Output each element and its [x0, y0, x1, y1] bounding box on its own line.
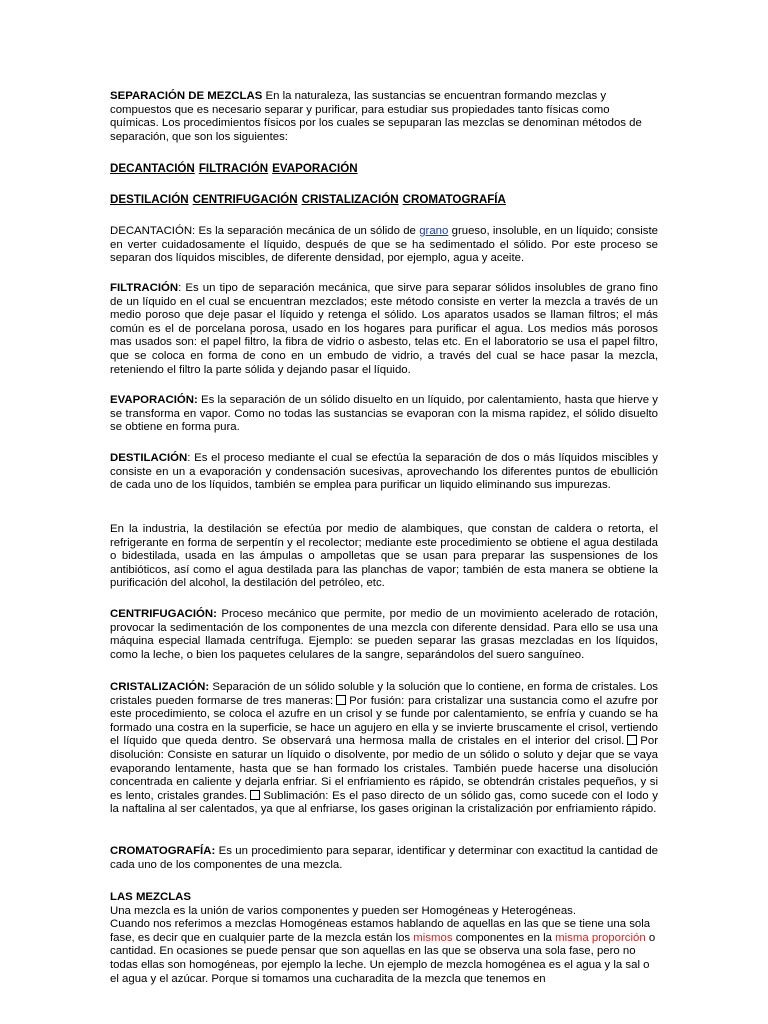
decantacion-paragraph [110, 225, 658, 266]
evaporacion-paragraph [110, 394, 658, 435]
intro-text: En la naturaleza, las sustancias se encuentran formando mezclas y compuestos que es necesario separar y purificar, para estudiar sus propiedades tanto físicas como químicas. Los procedimientos físicos por los cuales se sepuparan las mezclas se denominan métodos de separación, que son los siguientes: [110, 90, 642, 143]
cromatografia-paragraph [110, 845, 658, 872]
centrifugacion-paragraph [110, 608, 658, 662]
intro-title: SEPARACIÓN DE MEZCLAS [110, 90, 263, 102]
square-bullet-icon [250, 790, 260, 800]
evaporacion-text: Es la separación de un sólido disuelto en un líquido, por calentamiento, hasta que hierve y se transforma en vapor. Como no todas las sustancias se evaporan con la misma rapidez, el sólido disuelto se obtiene en forma pura. [110, 394, 658, 434]
toc-link-cristalizacion[interactable]: CRISTALIZACIÓN [301, 193, 399, 206]
toc-row-1 [110, 162, 362, 176]
destilacion-text: : Es el proceso mediante el cual se efectúa la separación de dos o más líquidos miscibles y consiste en un a evaporación y condensación sucesivas, aprovechando los diferentes puntos de ebullición de cada uno de los líquidos, también se emplea para purificar un liquido eliminando sus impurezas. [110, 452, 658, 492]
centrifugacion-title: CENTRIFUGACIÓN: [110, 608, 217, 620]
decantacion-text-2: grueso, insoluble, en un líquido; consiste en verter cuidadosamente el líquido, después de que se ha sedimentado el sólido. Por este proceso se separan dos líquidos miscibles, de diferente densidad, por ejemplo, agua y aceite. [110, 225, 659, 265]
grano-link[interactable]: grano [419, 225, 449, 237]
highlight-misma-proporcion: misma proporción [555, 931, 646, 944]
cristalizacion-text-d: Sublimación: Es el paso directo de un sólido gas, como sucede con el Iodo y la naftalina al ser calentados, ya que al enfriarse, los gases originan la cristalización por enfriamiento rápido. [110, 789, 658, 816]
toc-link-centrifugacion[interactable]: CENTRIFUGACIÓN [192, 193, 298, 206]
cristalizacion-title: CRISTALIZACIÓN: [110, 681, 210, 693]
filtracion-text: : Es un tipo de separación mecánica, que sirve para separar sólidos insolubles de grano fino de un líquido en el cual se encuentran mezclados; este método consiste en verter la mezcla a través de un medio poroso que deje pasar el líquido y retenga el sólido. Los aparatos usados se llaman filtros; el más común es el de porcelana porosa, usado en los hogares para purificar el agua. Los medios más porosos mas usados son: el papel filtro, la fibra de vidrio o asbesto, telas etc. En el laboratorio se usa el papel filtro, que se coloca en forma de cono en un embudo de vidrio, a través del cual se hace pasar la mezcla, reteniendo el filtro la parte sólida y dejando pasar el líquido. [110, 282, 658, 376]
filtracion-title: FILTRACIÓN [110, 282, 179, 294]
toc-row-2 [110, 193, 510, 207]
destilacion-paragraph [110, 452, 658, 493]
cristalizacion-text-a: Separación de un sólido soluble y la solución que lo contiene, en forma de cristales. Los cristales pueden formarse de tres maneras: [110, 681, 658, 707]
cristalizacion-paragraph [110, 681, 658, 817]
destilacion-title: DESTILACIÓN [110, 452, 188, 464]
mezclas-text-b: componentes en la [452, 931, 556, 944]
square-bullet-icon [627, 735, 637, 745]
mezclas-title: LAS MEZCLAS [110, 891, 191, 903]
mezclas-text-a: Cuando nos referimos a mezclas Homogéneas estamos hablando de aquellas en las que se tiene una sola fase, es decir que en cualquier parte de la mezcla están los [110, 918, 651, 944]
evaporacion-title: EVAPORACIÓN: [110, 394, 198, 406]
intro-paragraph [110, 90, 658, 144]
toc-link-decantacion[interactable]: DECANTACIÓN [110, 162, 195, 175]
square-bullet-icon [336, 695, 346, 705]
mezclas-text-c: o cantidad. En ocasiones se puede pensar que son aquellas en las que se observa una sola fase, pero no todas ellas son homogéneas, por ejemplo la leche. Un ejemplo de mezcla homogénea es el agua y la sal o el agua y el azúcar. Porque si tomamos una cucharadita de la mezcla que tenemos en [110, 931, 656, 985]
mezclas-paragraph [110, 918, 658, 986]
toc-link-destilacion[interactable]: DESTILACIÓN [110, 193, 189, 206]
centrifugacion-text: Proceso mecánico que permite, por medio de un movimiento acelerado de rotación, provocar la sedimentación de los componentes de una mezcla con diferente densidad. Para ello se usa una máquina especial llamada centrífuga. Ejemplo: se pueden separar las grasas mezcladas en los líquidos, como la leche, o bien los paquetes celulares de la sangre, separándolos del suero sanguíneo. [110, 608, 658, 661]
destilacion-paragraph-2: En la industria, la destilación se efectúa por medio de alambiques, que constan de caldera o retorta, el refrigerante en forma de serpentín y el recolector; mediante este procedimiento se obtiene el agua destilada o bidestilada, usada en las ámpulas o ampolletas que se usan para preparar las suspensiones de los antibióticos, así como el agua destilada para las planchas de vapor; también de esta manera se obtiene la purificación del alcohol, la destilación del petróleo, etc. [110, 523, 658, 590]
cristalizacion-text-c: Por disolución: Consiste en saturar un líquido o disolvente, por medio de un sólido o soluto y dejar que se vaya evaporando lentamente, hasta que se han formado los cristales. También puede hacerse una disolución concentrada en caliente y dejarla enfriar. Si el enfriamiento es rápido, se obtendrán cristales pequeños, y si es lento, cristales grandes. [110, 735, 658, 802]
mezclas-section [110, 891, 658, 986]
toc-link-evaporacion[interactable]: EVAPORACIÓN [272, 162, 358, 175]
cromatografia-text: Es un procedimiento para separar, identificar y determinar con exactitud la cantidad de cada uno de los componentes de una mezcla. [110, 845, 658, 871]
toc-link-filtracion[interactable]: FILTRACIÓN [198, 162, 269, 175]
cristalizacion-text-b: Por fusión: para cristalizar una sustancia como el azufre por este procedimiento, se coloca el azufre en un crisol y se funde por calentamiento, se enfría y cuando se ha formado una costra en la superficie, se hace un agujero en ella y se invierte bruscamente el crisol, vertiendo el líquido que queda dentro. Se observará una hermosa malla de cristales en el interior del crisol. [110, 694, 659, 748]
decantacion-text: DECANTACIÓN: Es la separación mecánica de un sólido de [110, 225, 420, 237]
cromatografia-title: CROMATOGRAFÍA: [110, 845, 216, 857]
toc-link-cromatografia[interactable]: CROMATOGRAFÍA [402, 193, 506, 206]
filtracion-paragraph [110, 282, 658, 377]
highlight-mismos: mismos [413, 931, 453, 944]
mezclas-line-1: Una mezcla es la unión de varios componentes y pueden ser Homogéneas y Heterogéneas. [110, 904, 577, 917]
